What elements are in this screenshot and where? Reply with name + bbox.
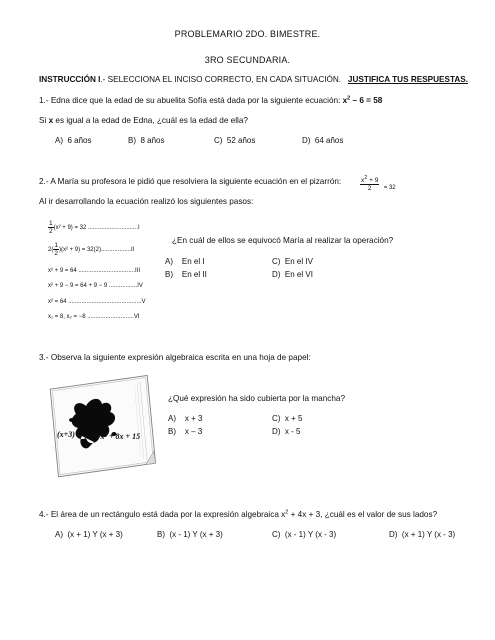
page-subtitle: 3RO SECUNDARIA. xyxy=(204,55,291,65)
q1-prefix: 1.- Edna dice que la edad de su abuelita Sofía está dada por la siguiente ecuación: xyxy=(39,96,343,105)
paper-left-text: (x+3) xyxy=(57,430,75,439)
paper-illustration xyxy=(42,372,167,482)
q2-option-b[interactable]: B) En el II xyxy=(165,270,207,279)
q1-statement xyxy=(39,96,382,105)
q2-intro: Al ir desarrollando la ecuación realizó los siguientes pasos: xyxy=(39,197,254,206)
q2-step-1: $\frac{1}{2}$ (x² + 9) = 32 ..............................I xyxy=(49,220,140,235)
q2-statement: 2.- A María su profesora le pidió que resolviera la siguiente ecuación en el pizarrón: xyxy=(39,177,342,186)
q1-option-a[interactable]: A) 6 años xyxy=(55,136,92,145)
q4-option-d[interactable]: D) (x + 1) Y (x - 3) xyxy=(389,530,456,539)
q4-statement: 4.- El área de un rectángulo está dada por la expresión algebraica $x^2 + 4x + 3$, ¿cuál es el valor de sus lados? xyxy=(39,509,438,519)
q3-question: ¿Qué expresión ha sido cubierta por la mancha? xyxy=(168,394,346,403)
q2-option-a[interactable]: A) En el I xyxy=(165,257,205,266)
q1-option-b[interactable]: B) 8 años xyxy=(128,136,165,145)
page-title: PROBLEMARIO 2DO. BIMESTRE. xyxy=(174,29,321,39)
q3-option-c[interactable]: C) x + 5 xyxy=(272,414,303,423)
q1-question: Si x es igual a la edad de Edna, ¿cuál es la edad de ella? xyxy=(39,116,248,125)
q4-option-c[interactable]: C) (x - 1) Y (x - 3) xyxy=(272,530,337,539)
q2-step-5: x² = 64 ............................................V xyxy=(48,299,146,305)
q2-step-6: x₁ = 8, x₂ = −8 ............................VI xyxy=(48,314,140,320)
q1-option-c[interactable]: C) 52 años xyxy=(214,136,256,145)
instruction-label: INSTRUCCIÓN I xyxy=(39,75,101,84)
q4-option-a[interactable]: A) (x + 1) Y (x + 3) xyxy=(55,530,123,539)
q2-step-3: x² + 9 = 64 ..................................III xyxy=(48,268,141,274)
q3-option-b[interactable]: B) x – 3 xyxy=(168,427,203,436)
paper-drawing xyxy=(42,372,167,482)
q2-option-d[interactable]: D) En el VI xyxy=(272,270,313,279)
q2-equation: $\frac{x^2 + 9}{2}$ = 32 xyxy=(361,175,396,193)
instruction-line xyxy=(39,75,468,84)
q3-option-a[interactable]: A) x + 3 xyxy=(168,414,203,423)
q3-option-d[interactable]: D) x - 5 xyxy=(272,427,301,436)
q2-step-2: 2( $\frac{1}{2}$ )(x² + 9) = 32(2)..................II xyxy=(48,242,135,257)
instruction-text: .- SELECCIONA EL INCISO CORRECTO, EN CADA SITUACIÓN. xyxy=(100,75,342,84)
q2-step-4: x² + 9 − 9 = 64 + 9 − 9 .................IV xyxy=(48,283,143,289)
q2-option-c[interactable]: C) En el IV xyxy=(272,257,313,266)
paper-right-text: = x² + 8x + 15 xyxy=(94,432,141,441)
instruction-emphasis: JUSTIFICA TUS RESPUESTAS. xyxy=(347,75,469,84)
q2-question: ¿En cuál de ellos se equivocó María al realizar la operación? xyxy=(172,236,394,245)
q1-equation: $x^2 - 6 = 58$ xyxy=(342,95,383,105)
q1-option-d[interactable]: D) 64 años xyxy=(302,136,344,145)
q3-statement: 3.- Observa la siguiente expresión algebraica escrita en una hoja de papel: xyxy=(39,353,311,362)
q4-option-b[interactable]: B) (x - 1) Y (x + 3) xyxy=(157,530,223,539)
